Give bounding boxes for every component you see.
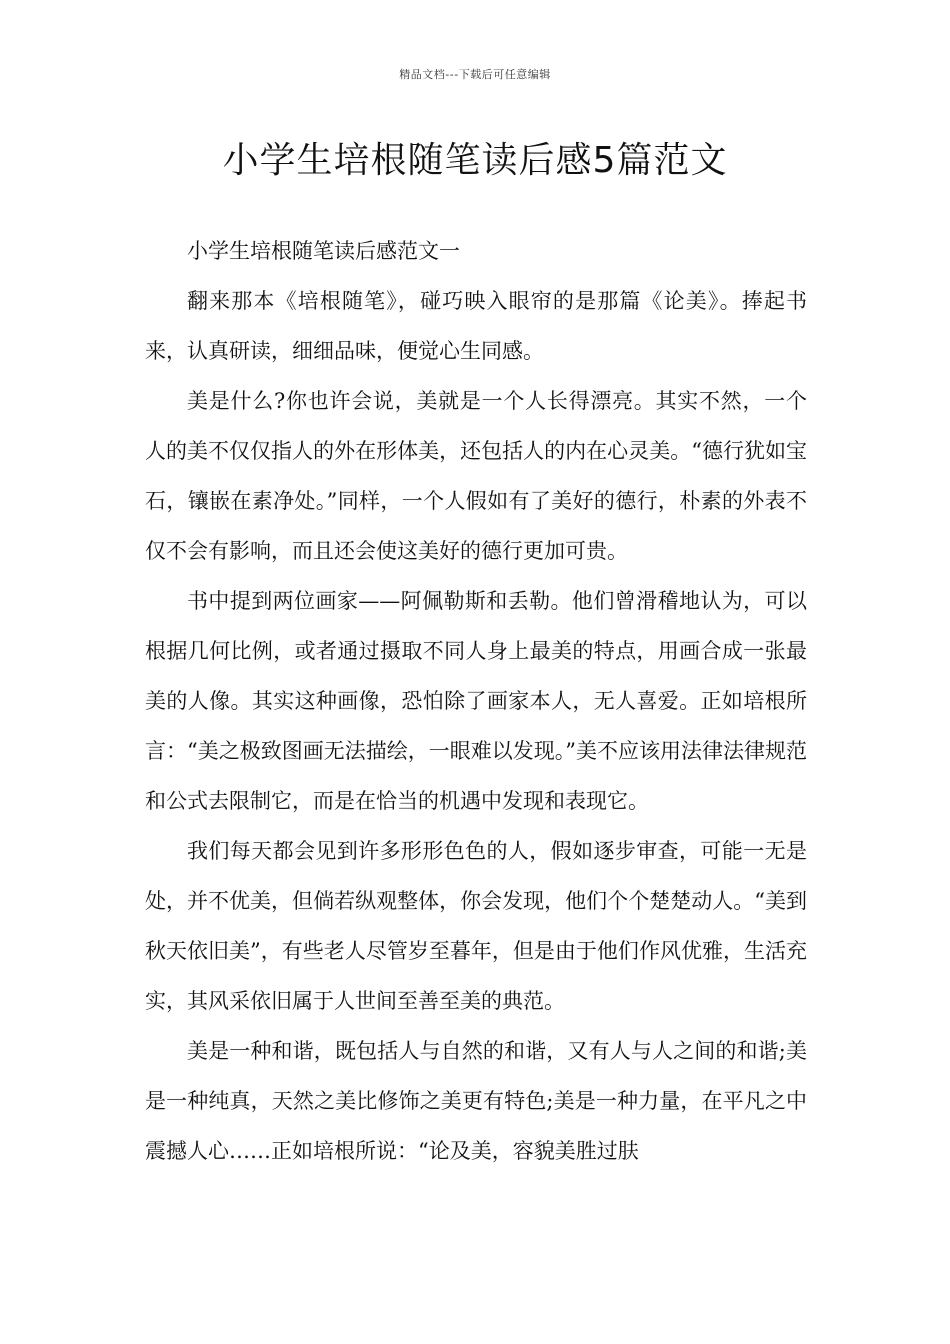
- section-heading: 小学生培根随笔读后感范文一: [187, 239, 460, 263]
- paragraph: 我们每天都会见到许多形形色色的人，假如逐步审查，可能一无是处，并不优美，但倘若纵观整体，你会发现，他们个个楚楚动人。“美到秋天依旧美”，有些老人尽管岁至暮年，但是由于他们作风优雅，生活充实，其风采依旧属于人世间至善至美的典范。: [145, 839, 807, 1013]
- paragraph: 美是什么?你也许会说，美就是一个人长得漂亮。其实不然，一个人的美不仅仅指人的外在形体美，还包括人的内在心灵美。“德行犹如宝石，镶嵌在素净处。”同样，一个人假如有了美好的德行，朴素的外表不仅不会有影响，而且还会使这美好的德行更加可贵。: [145, 389, 807, 563]
- document-body: [145, 226, 807, 1176]
- document-title: 小学生培根随笔读后感5篇范文: [222, 140, 728, 181]
- paragraph: 翻来那本《培根随笔》，碰巧映入眼帘的是那篇《论美》。捧起书来，认真研读，细细品味，便觉心生同感。: [145, 289, 807, 363]
- paragraph: 书中提到两位画家——阿佩勒斯和丢勒。他们曾滑稽地认为，可以根据几何比例，或者通过摄取不同人身上最美的特点，用画合成一张最美的人像。其实这种画像，恐怕除了画家本人，无人喜爱。正如培根所言：“美之极致图画无法描绘，一眼难以发现。”美不应该用法律法律规范和公式去限制它，而是在恰当的机遇中发现和表现它。: [145, 589, 807, 813]
- paragraph: 美是一种和谐，既包括人与自然的和谐，又有人与人之间的和谐;美是一种纯真，天然之美比修饰之美更有特色;美是一种力量，在平凡之中震撼人心……正如培根所说：“论及美，容貌美胜过肤: [145, 1039, 807, 1163]
- header-note: 精品文档---下载后可任意编辑: [399, 68, 551, 81]
